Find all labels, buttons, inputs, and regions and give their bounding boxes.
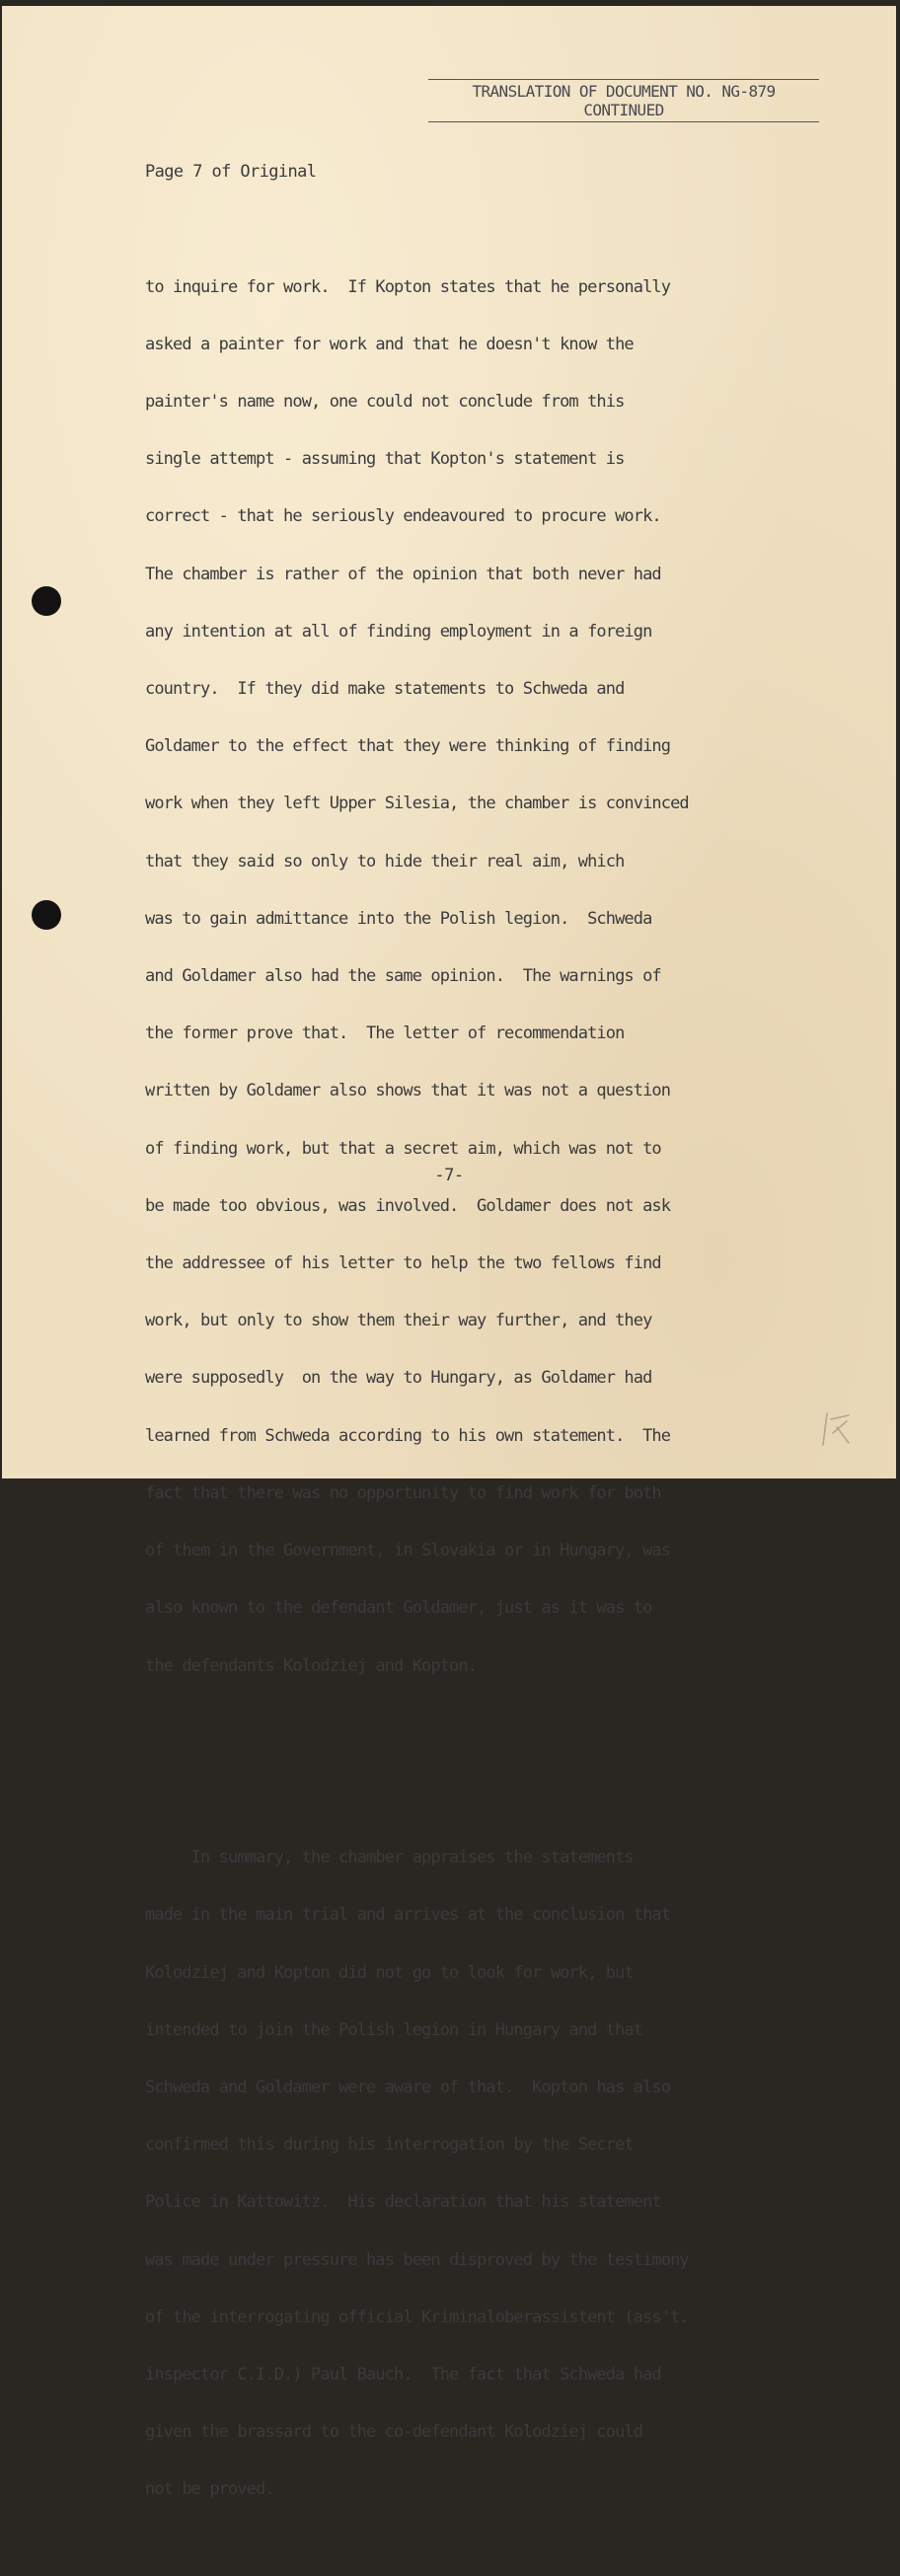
text-line: intended to join the Polish legion in Hungary and that [145, 2019, 643, 2040]
text-line: The chamber is rather of the opinion that both never had [145, 564, 661, 584]
header-subtitle: CONTINUED [583, 101, 664, 119]
text-line: not be proved. [145, 2479, 274, 2500]
punch-hole-icon [32, 900, 61, 930]
punch-hole-icon [32, 586, 61, 616]
text-line: country. If they did make statements to Schweda and [145, 679, 625, 700]
text-line: that they said so only to hide their real aim, which [145, 851, 625, 871]
text-line: was made under pressure has been disproved by the testimony [145, 2249, 689, 2270]
text-line: confirmed this during his interrogation by the Secret [145, 2135, 634, 2156]
paragraph-2 [145, 1810, 826, 2538]
text-line: work, but only to show them their way further, and they [145, 1311, 652, 1331]
text-line: any intention at all of finding employment in a foreign [145, 621, 652, 642]
text-line: asked a painter for work and that he doesn't know the [145, 334, 634, 354]
text-line: to inquire for work. If Kopton states that he personally [145, 276, 671, 297]
text-line: of the interrogating official Kriminaloberassistent (ass't. [145, 2307, 689, 2327]
text-line: Schweda and Goldamer were aware of that. Kopton has also [145, 2077, 671, 2097]
text-line: Goldamer to the effect that they were thinking of finding [145, 736, 671, 757]
text-line: the defendants Kolodziej and Kopton. [145, 1655, 478, 1676]
text-line: single attempt - assuming that Kopton's statement is [145, 449, 625, 470]
text-line: be made too obvious, was involved. Goldamer does not ask [145, 1195, 671, 1216]
page-reference: Page 7 of Original [145, 162, 317, 182]
text-line: Police in Kattowitz. His declaration that his statement [145, 2192, 661, 2213]
text-line: fact that there was no opportunity to find work for both [145, 1482, 661, 1503]
document-header [428, 79, 819, 122]
body-text [145, 201, 826, 2576]
text-line: work when they left Upper Silesia, the chamber is convinced [145, 794, 689, 814]
text-line: and Goldamer also had the same opinion. The warnings of [145, 966, 661, 987]
paragraph-1 [145, 240, 826, 1714]
document-page [2, 6, 896, 2500]
text-line: correct - that he seriously endeavoured to procure work. [145, 506, 661, 527]
text-line: given the brassard to the co-defendant Kolodziej could [145, 2422, 643, 2443]
paragraph-gap [145, 1753, 826, 1773]
text-line: made in the main trial and arrives at the conclusion that [145, 1905, 671, 1926]
pencil-mark-icon [819, 1409, 855, 1449]
text-line: was to gain admittance into the Polish legion. Schweda [145, 908, 652, 929]
page-number: -7- [434, 1166, 464, 1185]
header-rule-top [428, 79, 819, 80]
text-line: Kolodziej and Kopton did not go to look for work, but [145, 1962, 634, 1983]
text-line: the former prove that. The letter of recommendation [145, 1023, 625, 1044]
text-line: of them in the Government, in Slovakia or in Hungary, was [145, 1541, 671, 1561]
text-line: of finding work, but that a secret aim, which was not to [145, 1138, 661, 1159]
header-rule-bottom [428, 121, 819, 122]
text-line: written by Goldamer also shows that it was not a question [145, 1081, 671, 1101]
text-line: were supposedly on the way to Hungary, as Goldamer had [145, 1368, 652, 1389]
text-line: In summary, the chamber appraises the statements [145, 1848, 634, 1868]
text-line: also known to the defendant Goldamer, just as it was to [145, 1598, 652, 1619]
text-line: learned from Schweda according to his own statement. The [145, 1425, 671, 1446]
header-title: TRANSLATION OF DOCUMENT NO. NG-879 [472, 82, 776, 101]
text-line: inspector C.I.D.) Paul Bauch. The fact that Schweda had [145, 2364, 661, 2385]
text-line: painter's name now, one could not conclude from this [145, 392, 625, 413]
text-line: the addressee of his letter to help the two fellows find [145, 1253, 661, 1274]
